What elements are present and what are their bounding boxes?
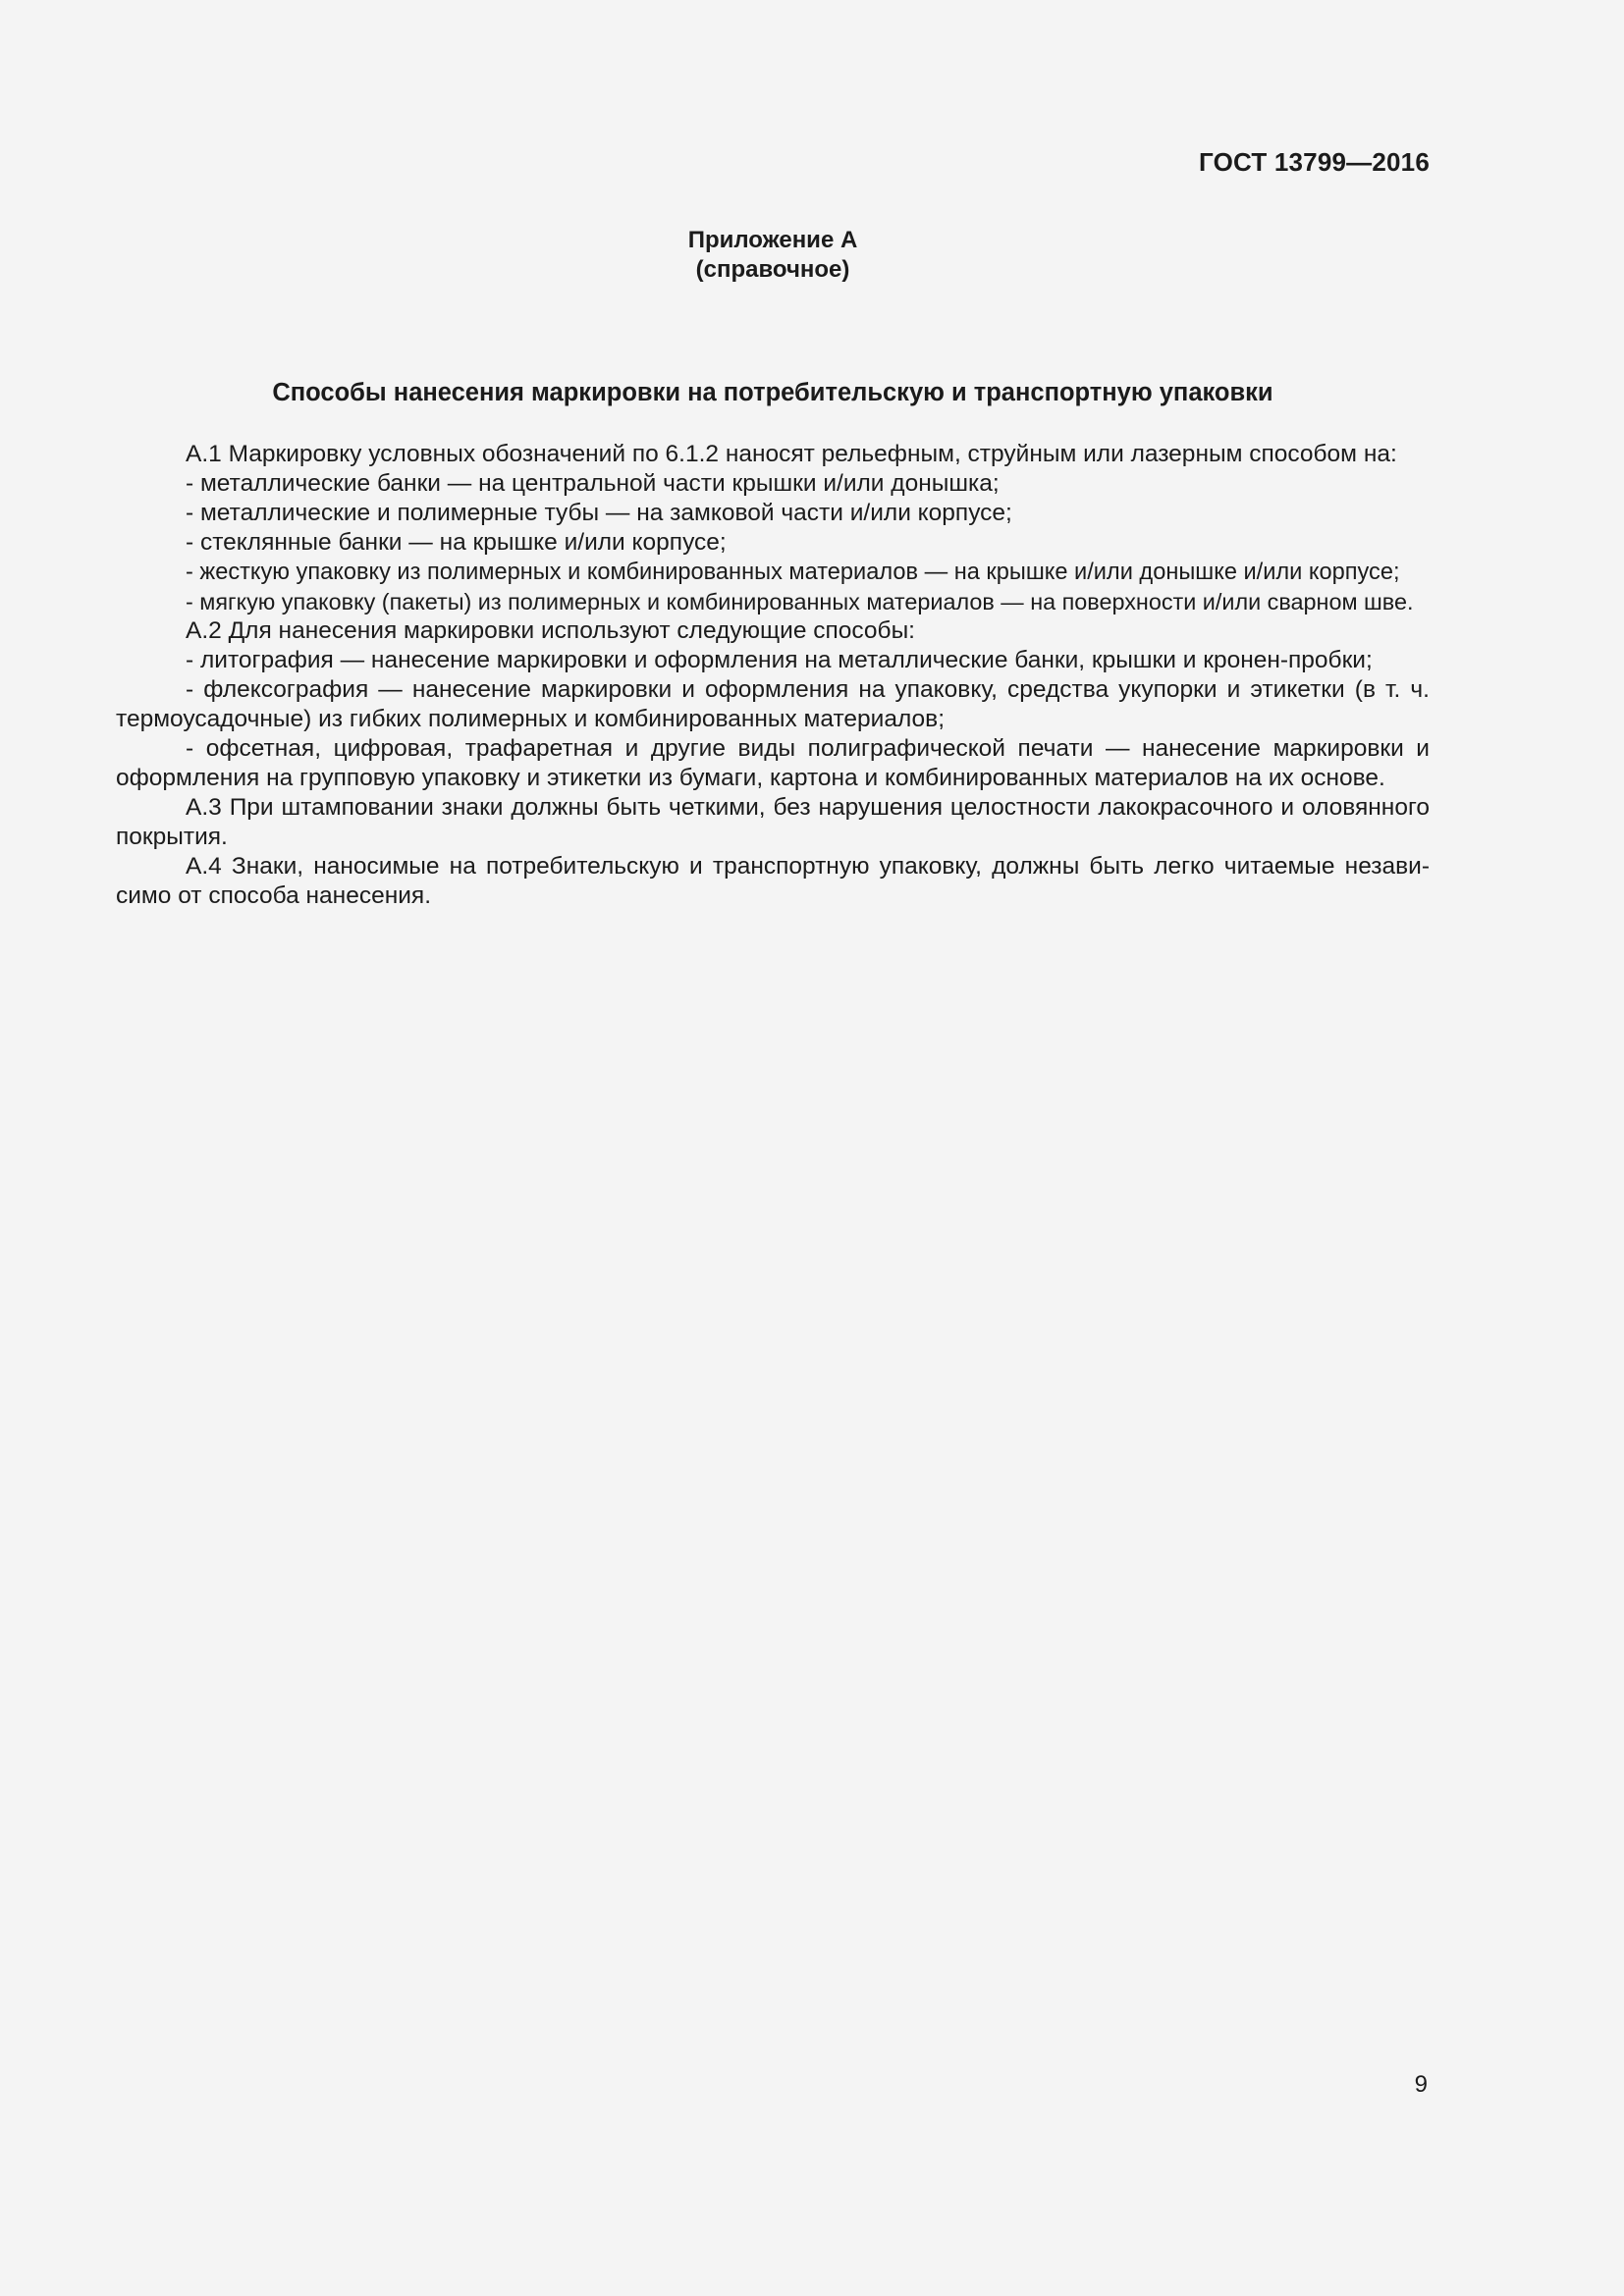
list-item: - металлические и полимерные тубы — на замковой части и/или корпусе; <box>186 500 1012 526</box>
list-item: - жесткую упаковку из полимерных и комбинированных материалов — на крышке и/или донышке и/или корпусе; <box>186 560 1400 585</box>
appendix-subtitle: (справочное) <box>695 256 850 283</box>
list-item: - флексография — нанесение маркировки и оформления на упаковку, средства укупорки и этикетки (в т. ч. термоусадочные) из гибких полимерных и комбинированных материалов; <box>116 676 1430 732</box>
list-item: - офсетная, цифровая, трафаретная и другие виды полиграфической печати — нанесение маркировки и оформления на групповую упаковку и этикетки из бумаги, картона и комбинированных материалов на их основе. <box>116 735 1430 791</box>
paragraph-a3: А.3 При штамповании знаки должны быть четкими, без нарушения целостности лакокрасочного и оловянного покрытия. <box>116 794 1430 850</box>
section-title: Способы нанесения маркировки на потребительскую и транспортную упаковки <box>272 379 1273 406</box>
document-code: ГОСТ 13799—2016 <box>1199 147 1430 177</box>
paragraph-a2: А.2 Для нанесения маркировки используют следующие способы: <box>186 617 915 644</box>
appendix-heading <box>0 226 1545 285</box>
body-text <box>116 440 1430 911</box>
list-item: - литография — нанесение маркировки и оформления на металлические банки, крышки и кронен-пробки; <box>186 647 1373 673</box>
list-item: - металлические банки — на центральной части крышки и/или донышка; <box>186 470 1000 497</box>
list-item: - стеклянные банки — на крышке и/или корпусе; <box>186 529 727 556</box>
appendix-title: Приложение А <box>687 227 858 253</box>
paragraph-a4: А.4 Знаки, наносимые на потребительскую и транспортную упаковку, должны быть легко читаемые незави-симо от способа нанесения. <box>116 853 1430 909</box>
list-item: - мягкую упаковку (пакеты) из полимерных и комбинированных материалов — на поверхности и/или сварном шве. <box>186 589 1414 614</box>
page-number: 9 <box>1414 2071 1428 2098</box>
paragraph-a1: А.1 Маркировку условных обозначений по 6.1.2 наносят рельефным, струйным или лазерным способом на: <box>186 441 1397 467</box>
